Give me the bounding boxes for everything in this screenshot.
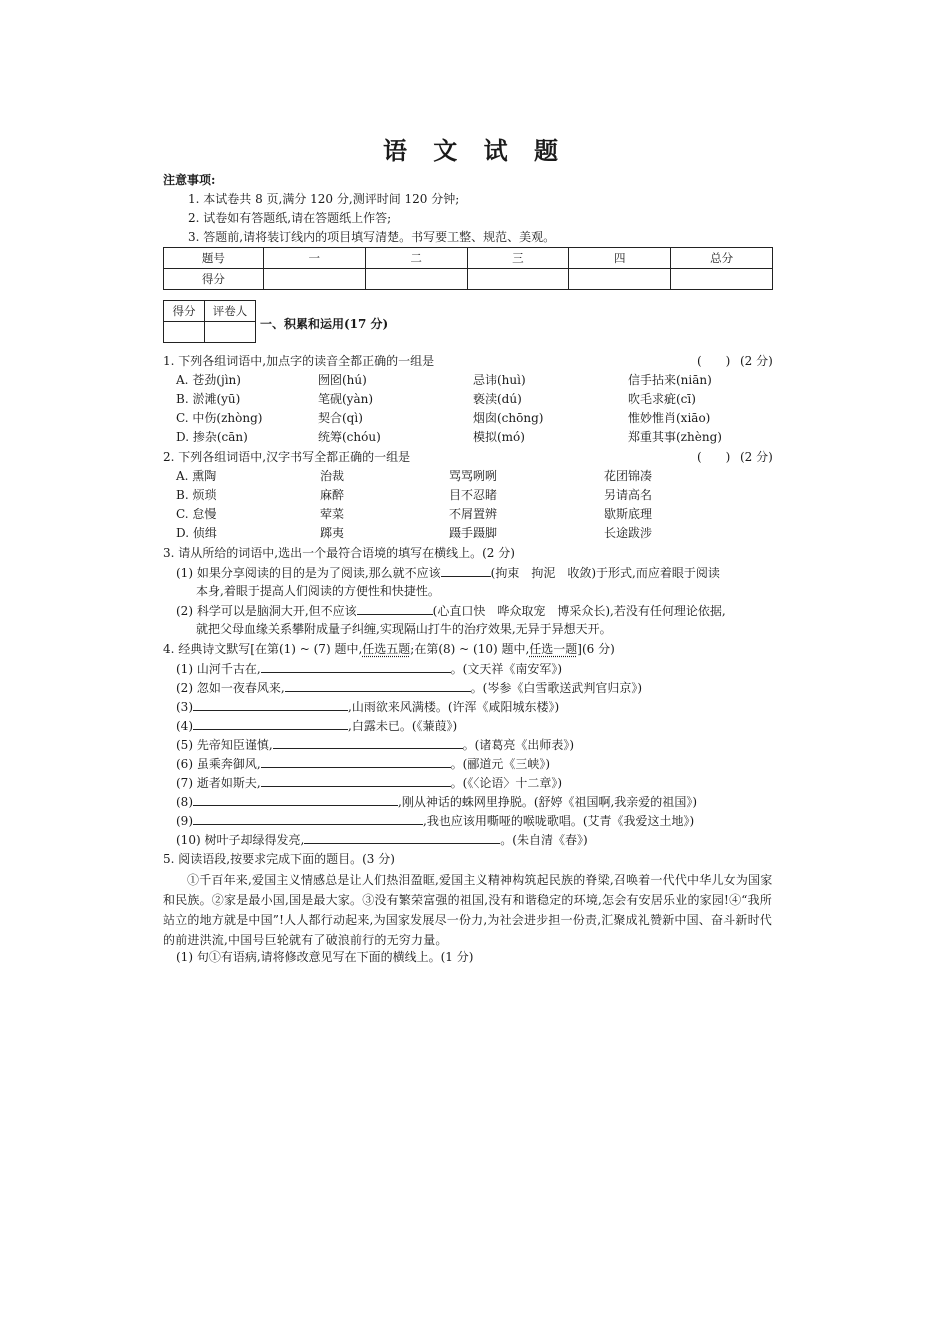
q3-part2-line1: [176, 602, 726, 619]
q2-option: 踯夷: [320, 526, 345, 540]
poem-answer-blank[interactable]: [261, 660, 451, 673]
notice-item-1: 1. 本试卷共 8 页,满分 120 分,测评时间 120 分钟;: [188, 192, 460, 206]
q3-part1-text-b: 于形式,而应着眼于阅读: [596, 566, 720, 580]
q1-option: 模拟(mó): [473, 430, 525, 444]
q1-stem: 1. 下列各组词语中,加点字的读音全都正确的一组是: [163, 354, 435, 368]
q1-option: 契合(qì): [318, 411, 363, 425]
q4-stem-text: ](6 分): [577, 642, 615, 656]
notice-item-2: 2. 试卷如有答题纸,请在答题纸上作答;: [188, 211, 392, 225]
q4-stem-text: 4. 经典诗文默写[在第(1) ~ (7) 题中,: [163, 642, 363, 656]
q2-option: C. 怠慢: [176, 507, 217, 521]
q2-option: 目不忍睹: [449, 488, 498, 502]
q2-option: 长途跋涉: [604, 526, 653, 540]
poem-answer-blank[interactable]: [193, 812, 423, 825]
q4-line-2: [176, 679, 642, 696]
q1-answer-paren[interactable]: ( ): [697, 354, 731, 368]
score-table-cell: 题号: [164, 248, 264, 269]
q4-line-10: [176, 831, 588, 848]
q2-option: 蹑手蹑脚: [449, 526, 498, 540]
q2-option: 骂骂咧咧: [449, 469, 498, 483]
grader-score-entry[interactable]: [164, 322, 205, 343]
poem-answer-blank[interactable]: [285, 679, 471, 692]
poem-source: 。(郦道元《三峡》): [450, 757, 551, 771]
q1-option: 信手拈来(niān): [628, 373, 712, 387]
poem-prompt: (3): [176, 700, 193, 714]
q1-option: D. 掺杂(cān): [176, 430, 248, 444]
q3-stem: 3. 请从所给的词语中,选出一个最符合语境的填写在横线上。(2 分): [163, 546, 515, 560]
q3-part1-line2: 本身,着眼于提高人们阅读的方便性和快捷性。: [196, 584, 440, 598]
q4-line-5: [176, 736, 574, 753]
exam-title: 语 文 试 题: [382, 136, 568, 165]
q3-part2-line2: 就把父母血缘关系攀附成量子纠缠,实现隔山打牛的治疗效果,无异于异想天开。: [196, 622, 612, 636]
q2-stem: 2. 下列各组词语中,汉字书写全都正确的一组是: [163, 450, 411, 464]
q2-option: 另请高名: [604, 488, 653, 502]
score-table-cell: 一: [263, 248, 365, 269]
q4-stem-emphasis: 任选一题: [529, 642, 578, 656]
q1-option: B. 淤滩(yū): [176, 392, 241, 406]
q2-points: (2 分): [740, 450, 773, 464]
poem-prompt: (7) 逝者如斯夫,: [176, 776, 261, 790]
poem-source: 。(朱自清《春》): [500, 833, 588, 847]
poem-answer-blank[interactable]: [273, 736, 463, 749]
poem-source: 。(岑参《白雪歌送武判官归京》): [470, 681, 643, 695]
q1-option: 忌讳(huì): [473, 373, 526, 387]
q4-stem-text: ;在第(8) ~ (10) 题中,: [410, 642, 530, 656]
poem-answer-blank[interactable]: [304, 831, 500, 844]
score-table-cell: 二: [365, 248, 467, 269]
grader-box-grader-label: 评卷人: [205, 301, 256, 322]
q2-option: 荤菜: [320, 507, 345, 521]
q3-part2-text-a: (2) 科学可以是脑洞大开,但不应该: [176, 604, 357, 618]
score-table-score-row: [164, 269, 773, 290]
q3-part1-options: (拘束 拘泥 收敛): [490, 566, 597, 580]
q1-option: C. 中伤(zhòng): [176, 411, 263, 425]
poem-source: ,刚从神话的蛛网里挣脱。(舒婷《祖国啊,我亲爱的祖国》): [398, 795, 697, 809]
q4-stem: [163, 641, 615, 657]
q5-stem: 5. 阅读语段,按要求完成下面的题目。(3 分): [163, 852, 395, 866]
q1-option: 囫囵(hú): [318, 373, 367, 387]
score-entry-cell[interactable]: [569, 269, 671, 290]
q1-option: 统筹(chóu): [318, 430, 381, 444]
q1-option: 吹毛求疵(cī): [628, 392, 696, 406]
q2-option: 花团锦凑: [604, 469, 653, 483]
q5-sub1: (1) 句①有语病,请将修改意见写在下面的横线上。(1 分): [176, 950, 474, 964]
poem-answer-blank[interactable]: [193, 793, 398, 806]
q2-option: D. 侦缉: [176, 526, 217, 540]
q4-line-8: [176, 793, 697, 810]
poem-source: 。(《〈论语〉十二章》): [450, 776, 563, 790]
notice-item-3: 3. 答题前,请将装订线内的项目填写清楚。书写要工整、规范、美观。: [188, 230, 556, 244]
q5-passage: ①千百年来,爱国主义情感总是让人们热泪盈眶,爱国主义精神构筑起民族的脊梁,召唤着一代代中华儿女为国家和民族。②家是最小国,国是最大家。③没有繁荣富强的祖国,没有和谐稳定的环境,怎会有安居乐业的家园!④“我所站立的地方就是中国”!人人都行动起来,为国家发展尽一份力,为社会进步担一份责,汇聚成礼赞新中国、奋斗新时代的前进洪流,中国号巨轮就有了破浪前行的无穷力量。: [163, 873, 773, 947]
q3-part2-text-b: ,若没有任何理论依据,: [610, 604, 726, 618]
score-entry-cell[interactable]: [671, 269, 773, 290]
section1-title: 一、积累和运用(17 分): [260, 317, 389, 331]
score-entry-cell[interactable]: [467, 269, 569, 290]
poem-prompt: (4): [176, 719, 193, 733]
score-table: [163, 247, 773, 290]
q1-option: A. 苍劲(jìn): [176, 373, 241, 387]
q3-part1-text-a: (1) 如果分享阅读的目的是为了阅读,那么就不应该: [176, 566, 441, 580]
q1-option: 惟妙惟肖(xiāo): [628, 411, 711, 425]
notice-heading: 注意事项:: [163, 173, 216, 187]
q1-option: 笔砚(yàn): [318, 392, 374, 406]
q1-option: 烟囱(chōng): [473, 411, 544, 425]
score-table-cell: 四: [569, 248, 671, 269]
poem-prompt: (9): [176, 814, 193, 828]
score-entry-cell[interactable]: [365, 269, 467, 290]
q2-option: 不屑置辨: [449, 507, 498, 521]
poem-prompt: (10) 树叶子却绿得发亮,: [176, 833, 305, 847]
q4-line-1: [176, 660, 562, 677]
q3-part2-options: (心直口快 哗众取宠 博采众长): [432, 604, 611, 618]
poem-source: ,我也应该用嘶哑的喉咙歌唱。(艾青《我爱这土地》): [423, 814, 695, 828]
score-entry-cell[interactable]: [263, 269, 365, 290]
poem-source: 。(诸葛亮《出师表》): [462, 738, 575, 752]
grader-box: [163, 300, 256, 343]
q4-line-9: [176, 812, 694, 829]
q4-line-4: [176, 717, 457, 734]
grader-box-score-label: 得分: [164, 301, 205, 322]
q1-option: 亵渎(dú): [473, 392, 522, 406]
poem-answer-blank[interactable]: [193, 717, 348, 730]
grader-name-entry[interactable]: [205, 322, 256, 343]
q4-line-3: [176, 698, 559, 715]
q4-line-6: [176, 755, 550, 772]
q1-points: (2 分): [740, 354, 773, 368]
q4-stem-emphasis: 任选五题: [362, 642, 411, 656]
q2-option: B. 烦琐: [176, 488, 217, 502]
score-table-header-row: [164, 248, 773, 269]
poem-answer-blank[interactable]: [261, 755, 451, 768]
q4-line-7: [176, 774, 562, 791]
q2-option: 治裁: [320, 469, 345, 483]
poem-prompt: (5) 先帝知臣谨慎,: [176, 738, 273, 752]
poem-prompt: (1) 山河千古在,: [176, 662, 261, 676]
q3-part1-blank[interactable]: [441, 564, 491, 577]
q2-option: A. 熏陶: [176, 469, 217, 483]
poem-prompt: (6) 虽乘奔御风,: [176, 757, 261, 771]
score-table-cell: 得分: [164, 269, 264, 290]
q2-answer-paren[interactable]: ( ): [697, 450, 731, 464]
q3-part2-blank[interactable]: [357, 602, 433, 615]
poem-answer-blank[interactable]: [193, 698, 348, 711]
q2-option: 歇斯底理: [604, 507, 653, 521]
q3-part1-line1: [176, 564, 720, 581]
poem-source: 。(文天祥《南安军》): [450, 662, 563, 676]
poem-source: ,白露未已。(《蒹葭》): [348, 719, 458, 733]
poem-prompt: (2) 忽如一夜春风来,: [176, 681, 285, 695]
score-table-cell: 总分: [671, 248, 773, 269]
q1-option: 郑重其事(zhèng): [628, 430, 722, 444]
poem-source: ,山雨欲来风满楼。(许浑《咸阳城东楼》): [348, 700, 560, 714]
poem-answer-blank[interactable]: [261, 774, 451, 787]
score-table-cell: 三: [467, 248, 569, 269]
q2-option: 麻醉: [320, 488, 345, 502]
poem-prompt: (8): [176, 795, 193, 809]
